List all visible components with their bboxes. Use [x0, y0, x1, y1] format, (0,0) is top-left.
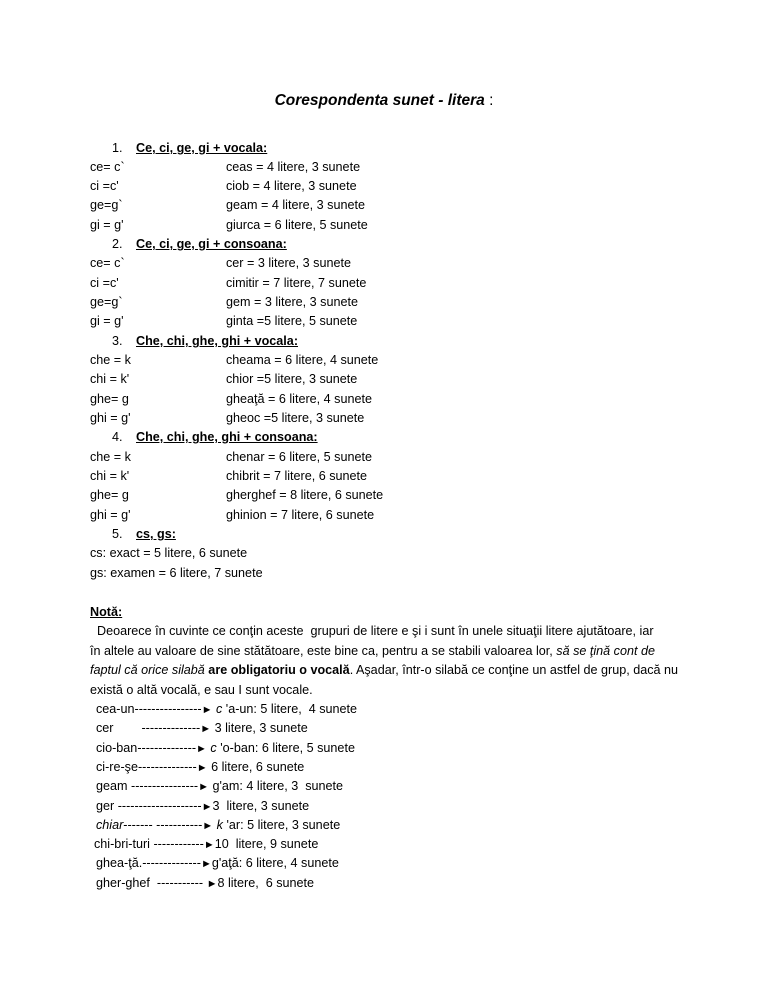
mapping-row: gi = g' ginta =5 litere, 5 sunete — [90, 314, 358, 328]
example-word: geam — [96, 779, 128, 794]
example-result: 3 litere, 3 sunete — [211, 721, 308, 736]
title-text: Corespondenta sunet - litera — [274, 92, 485, 109]
mapping-row: ghi = g' gheoc =5 litere, 3 sunete — [90, 411, 365, 425]
arrow-icon: ► — [201, 800, 213, 813]
section-heading-4: 4. Che, chi, ghe, ghi + consoana: — [112, 430, 318, 444]
example-word: ger — [96, 798, 115, 813]
arrow-icon: ► — [200, 858, 212, 871]
example-result: 'o-ban: 6 litere, 5 sunete — [216, 740, 355, 755]
arrow-icon: ► — [201, 704, 213, 716]
example-dashes: -------------- — [142, 856, 201, 871]
example-result: g'am: 4 litere, 3 sunete — [209, 779, 344, 794]
mapping-row: ci =c' ciob = 4 litere, 3 sunete — [90, 179, 357, 193]
example-row — [96, 797, 309, 816]
example-dashes: ---------------- — [127, 779, 199, 794]
example-result: 8 litere, 6 sunete — [217, 875, 315, 890]
example-word: chi-bri-turi — [94, 837, 150, 852]
section-heading-3: 3. Che, chi, ghe, ghi + vocala: — [112, 334, 299, 348]
mapping-row: che = k cheama = 6 litere, 4 sunete — [90, 353, 379, 367]
example-row — [96, 739, 355, 758]
example-result: g'aţă: 6 litere, 4 sunete — [211, 856, 339, 871]
example-dashes: -------------------- — [114, 798, 202, 813]
arrow-icon: ► — [196, 761, 208, 774]
example-word: cea-un — [96, 702, 135, 716]
example-dashes: ------- ----------- — [123, 817, 203, 832]
mapping-row: che = k chenar = 6 litere, 5 sunete — [90, 450, 372, 464]
example-dashes: -------------- — [137, 740, 197, 755]
arrow-icon: ► — [200, 723, 212, 736]
example-row — [96, 758, 304, 777]
example-row — [96, 777, 343, 796]
mapping-row: ce= c` ceas = 4 litere, 3 sunete — [90, 160, 361, 174]
example-word: cio-ban — [96, 740, 138, 755]
mapping-row: chi = k' chibrit = 7 litere, 6 sunete — [90, 469, 368, 483]
example-sound: c — [206, 740, 217, 755]
example-sound: k — [213, 817, 223, 832]
note-paragraph: Deoarece în cuvinte ce conţin aceste grupuri de litere e şi i sunt în unele situaţii litere ajutătoare, iar în altele au valoare de sine stătătoare, este bine ca, pentru a se stabili valoarea lor, să se ţină cont de faptul că orice silabă are obligatoriu o vocală. Aşadar, într-o silabă ce conţine un astfel de grup, dacă nu există o altă vocală, e sau I sunt vocale. — [90, 624, 679, 697]
mapping-row: ghe= g gherghef = 8 litere, 6 sunete — [90, 488, 384, 502]
example-row — [96, 854, 339, 873]
mapping-row: gs: examen = 6 litere, 7 sunete — [90, 566, 263, 580]
example-word: gher-ghef — [96, 875, 150, 890]
mapping-row: ghi = g' ghinion = 7 litere, 6 sunete — [90, 508, 375, 522]
arrow-icon: ► — [202, 819, 214, 832]
example-result: 'ar: 5 litere, 3 sunete — [222, 817, 341, 832]
example-word: chiar — [96, 817, 124, 832]
example-sound: c — [212, 702, 223, 716]
example-dashes: ----------- — [149, 875, 207, 890]
example-row — [96, 700, 357, 719]
title-suffix: : — [484, 92, 494, 109]
example-word: ghea-ţă. — [96, 856, 143, 871]
arrow-icon: ► — [196, 742, 207, 755]
example-dashes: ------------ — [149, 837, 204, 852]
example-result: 'a-un: 5 litere, 4 sunete — [222, 702, 358, 716]
example-word: ci-re-şe — [96, 759, 138, 774]
example-dashes: -------------- — [113, 721, 201, 736]
example-word: cer — [96, 721, 114, 736]
arrow-icon: ► — [206, 877, 218, 890]
example-result: 6 litere, 6 sunete — [207, 759, 305, 774]
mapping-row: ge=g` geam = 4 litere, 3 sunete — [90, 198, 365, 212]
page-title — [0, 92, 768, 110]
example-row — [96, 874, 314, 893]
section-heading-1: 1. Ce, ci, ge, gi + vocala: — [112, 141, 268, 155]
mapping-row: ge=g` gem = 3 litere, 3 sunete — [90, 295, 358, 309]
mapping-row: gi = g' giurca = 6 litere, 5 sunete — [90, 218, 368, 232]
arrow-icon: ► — [203, 839, 215, 852]
example-dashes: -------------- — [137, 759, 197, 774]
mapping-row: cs: exact = 5 litere, 6 sunete — [90, 546, 248, 560]
mapping-row: ghe= g gheaţă = 6 litere, 4 sunete — [90, 392, 372, 406]
mapping-row: ci =c' cimitir = 7 litere, 7 sunete — [90, 276, 367, 290]
example-dashes: ---------------- — [134, 702, 202, 716]
example-result: 3 litere, 3 sunete — [212, 798, 310, 813]
section-heading-2: 2. Ce, ci, ge, gi + consoana: — [112, 237, 287, 251]
example-row — [96, 719, 308, 738]
example-result: 10 litere, 9 sunete — [214, 837, 319, 852]
note-title: Notă: — [90, 605, 123, 619]
mapping-row: chi = k' chior =5 litere, 3 sunete — [90, 372, 358, 386]
section-heading-5: 5. cs, gs: — [112, 527, 176, 541]
mapping-row: ce= c` cer = 3 litere, 3 sunete — [90, 256, 351, 270]
example-row — [96, 816, 340, 835]
arrow-icon: ► — [198, 781, 210, 794]
example-row — [94, 835, 318, 854]
